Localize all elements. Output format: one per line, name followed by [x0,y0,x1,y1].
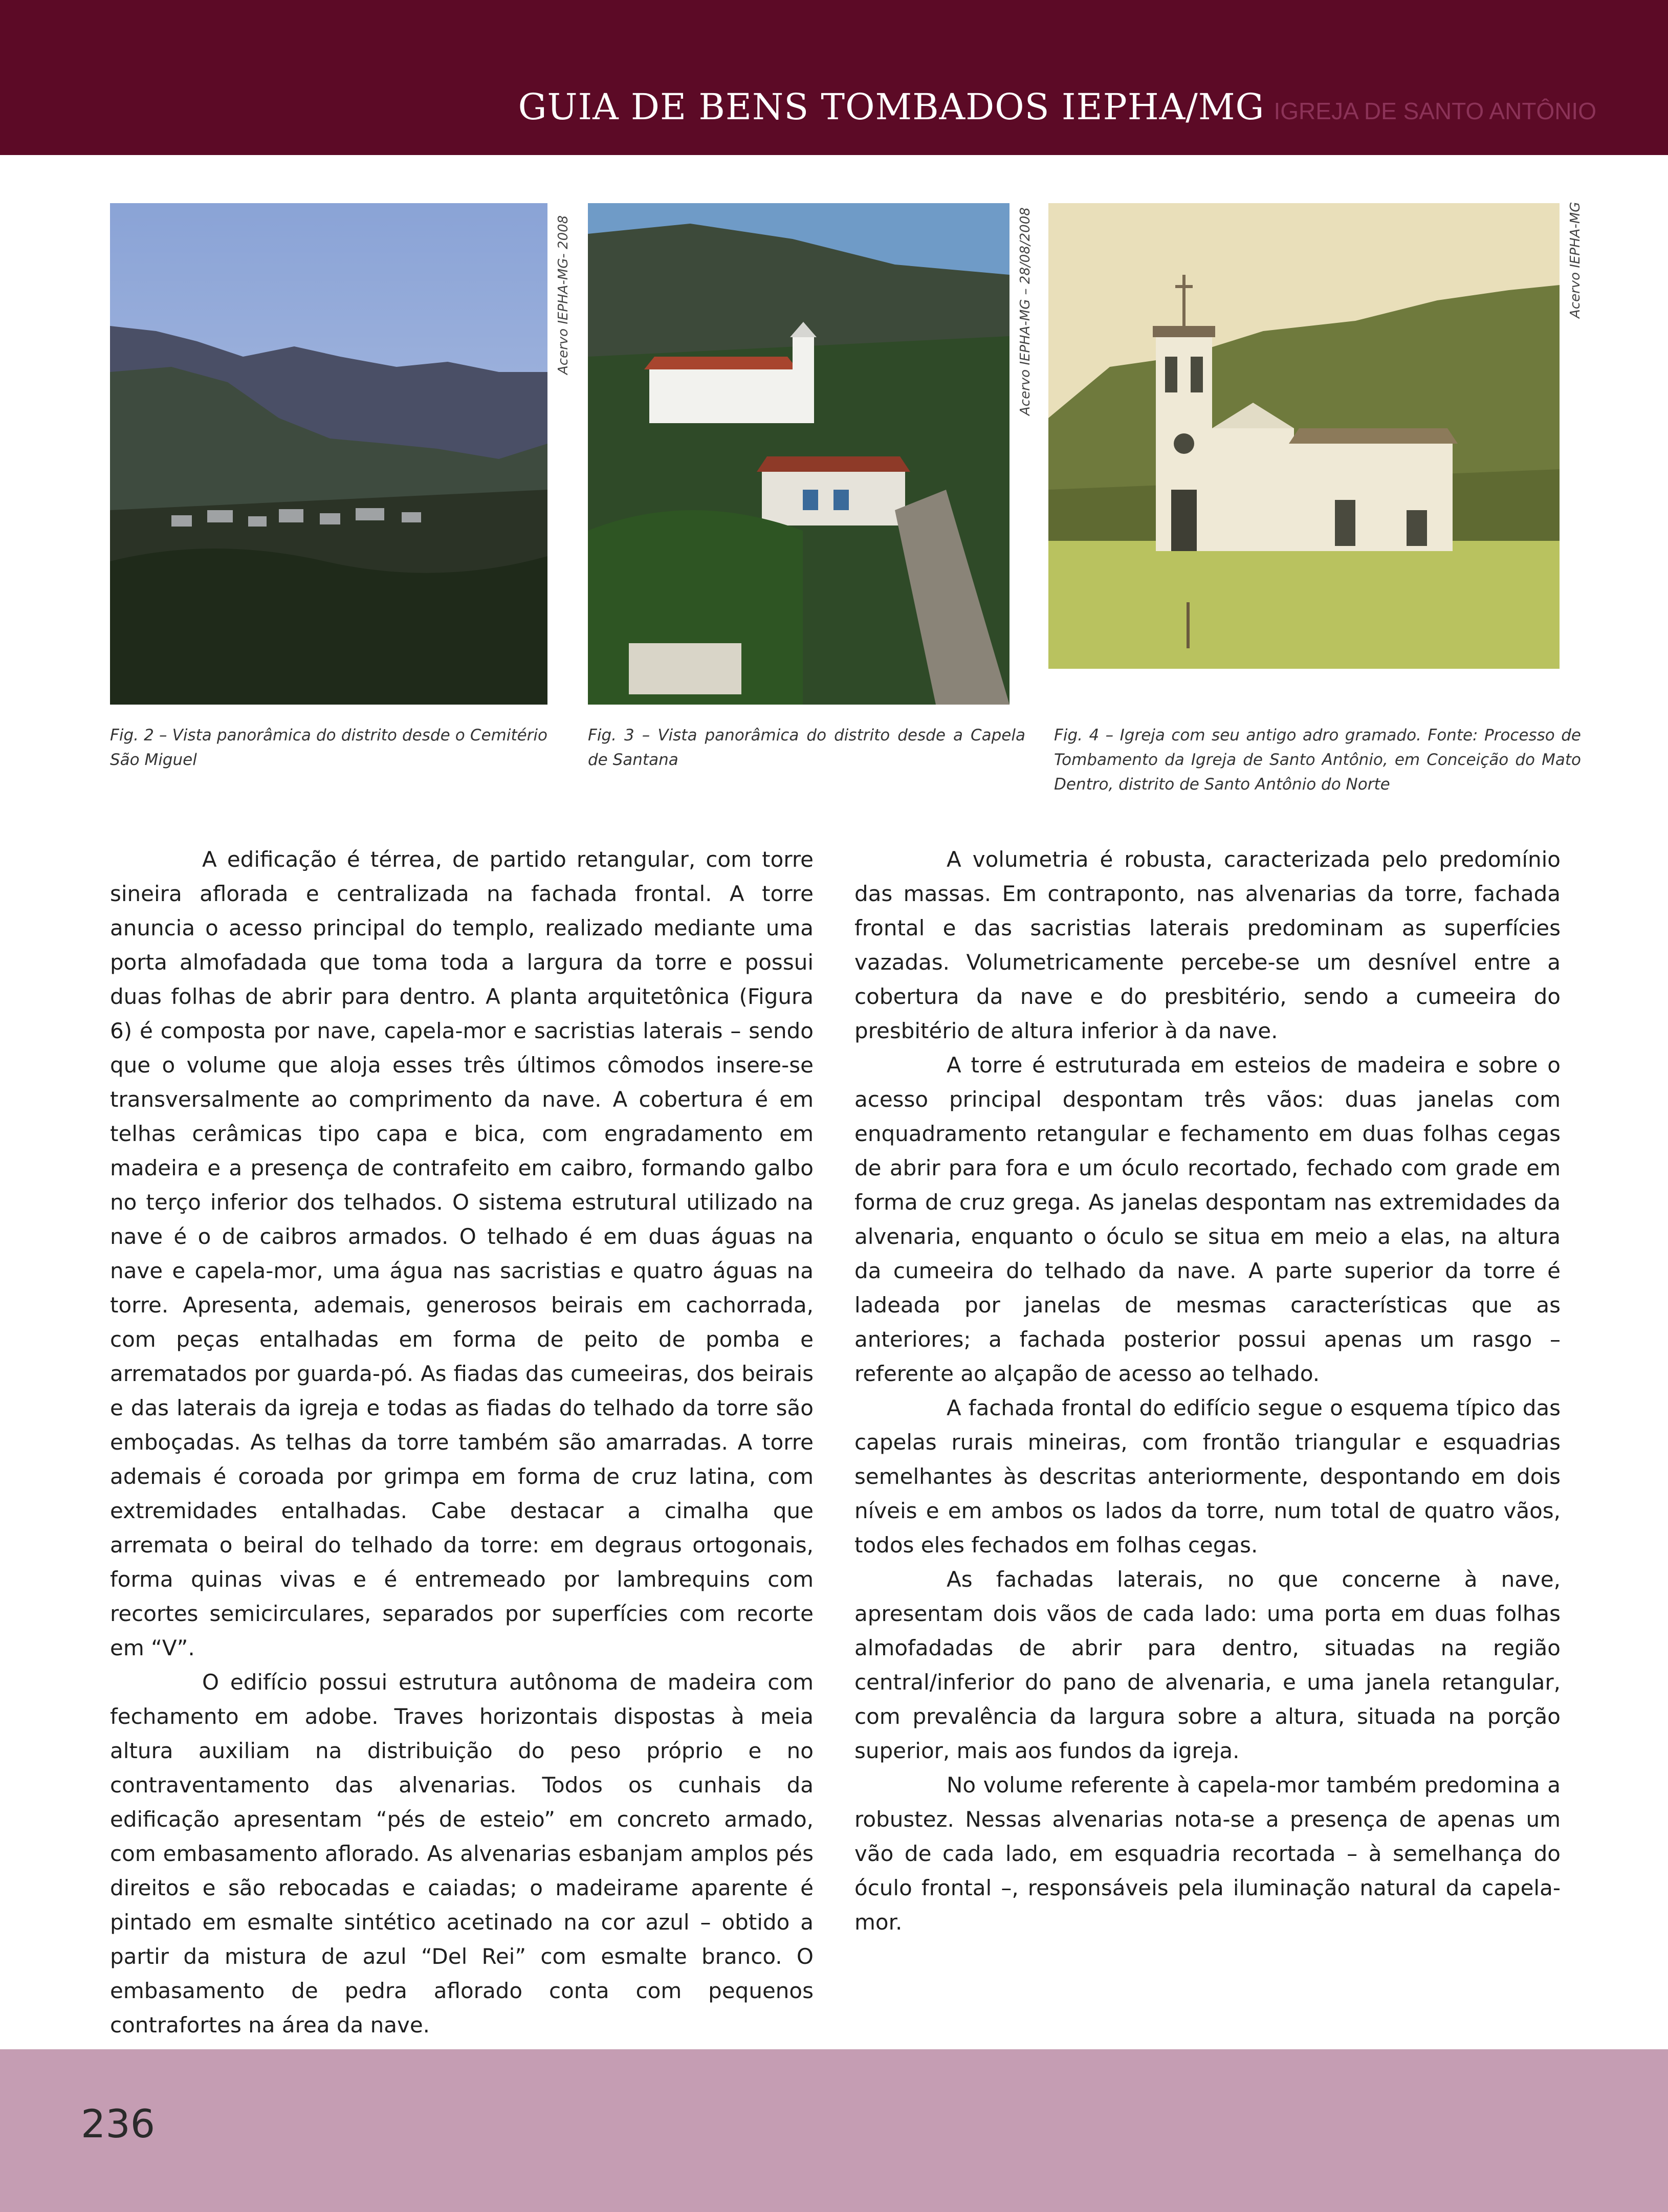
paragraph: A edificação é térrea, de partido retangular, com torre sineira aflorada e centralizada na fachada frontal. A torre anuncia o acesso principal do templo, realizado mediante uma porta almofadada que toma toda a largura da torre e possui duas folhas de abrir para dentro. A planta arquitetônica (Figura 6) é composta por nave, capela-mor e sacristias laterais – sendo que o volume que aloja esses três últimos cômodos insere-se transversalmente ao comprimento da nave. A cobertura é em telhas cerâmicas tipo capa e bica, com engradamento em madeira e a presença de contrafeito em caibro, formando galbo no terço inferior dos telhados. O sistema estrutural utilizado na nave é o de caibros armados. O telhado é em duas águas na nave e capela-mor, uma água nas sacristias e quatro águas na torre. Apresenta, ademais, generosos beirais em cachorrada, com peças entalhadas em forma de peito de pomba e arrematados por guarda-pó. As fiadas das cumeeiras, dos beirais e das laterais da igreja e todas as fiadas do telhado da torre são emboçadas. As telhas da torre também são amarradas. A torre ademais é coroada por grimpa em forma de cruz latina, com extremidades entalhadas. Cabe destacar a cimalha que arremata o beiral do telhado da torre: em degraus ortogonais, forma quinas vivas e é entremeado por lambrequins com recortes semicirculares, separados por superfícies com recorte em “V”. [110,847,814,1660]
paragraph: O edifício possui estrutura autônoma de madeira com fechamento em adobe. Traves horizontais dispostas à meia altura auxiliam na distribuição do peso próprio e no contraventamento das alvenarias. Todos os cunhais da edificação apresentam “pés de esteio” em concreto armado, com embasamento aflorado. As alvenarias esbanjam amplos pés direitos e são rebocadas e caiadas; o madeirame aparente é pintado em esmalte sintético acetinado na cor azul – obtido a partir da mistura de azul “Del Rei” com esmalte branco. O embasamento de pedra aflorado conta com pequenos contrafortes na área da nave. [110,1670,814,2038]
paragraph: No volume referente à capela-mor também predomina a robustez. Nessas alvenarias nota-se a presença de apenas um vão de cada lado, em esquadria recortada – à semelhança do óculo frontal –, responsáveis pela iluminação natural da capela-mor. [854,1772,1561,1935]
figure-3-credit: Acervo IEPHA-MG – 28/08/2008 [1018,207,1033,415]
paragraph: A fachada frontal do edifício segue o esquema típico das capelas rurais mineiras, com frontão triangular e esquadrias semelhantes às descritas anteriormente, despontando em dois níveis e em ambos os lados da torre, num total de quatro vãos, todos eles fechados em folhas cegas. [854,1395,1561,1558]
paragraph: A torre é estruturada em esteios de madeira e sobre o acesso principal despontam três vãos: duas janelas com enquadramento retangular e fechamento em duas folhas cegas de abrir para fora e um óculo recortado, fechado com grade em forma de cruz grega. As janelas despontam nas extremidades da alvenaria, enquanto o óculo se situa em meio a elas, na altura da cumeeira do telhado da nave. A parte superior da torre é ladeada por janelas de mesmas características que as anteriores; a fachada posterior possui apenas um rasgo – referente ao alçapão de acesso ao telhado. [854,1053,1561,1386]
paragraph: As fachadas laterais, no que concerne à nave, apresentam dois vãos de cada lado: uma porta em duas folhas almofadadas de abrir para dentro, situadas na região central/inferior do pano de alvenaria, e uma janela retangular, com prevalência da largura sobre a altura, situada na porção superior, mais aos fundos da igreja. [854,1567,1561,1763]
publication-title: GUIA DE BENS TOMBADOS IEPHA/MG [518,86,1265,128]
left-text-column [110,842,814,2042]
figure-2-credit: Acervo IEPHA-MG- 2008 [556,215,571,375]
figure-2-caption: Fig. 2 – Vista panorâmica do distrito desde o Cemitério São Miguel [110,726,547,769]
figure-4-caption: Fig. 4 – Igreja com seu antigo adro gramado. Fonte: Processo de Tombamento da Igreja de Santo Antônio, em Conceição do Mato Dentro, distrito de Santo Antônio do Norte [1054,726,1581,794]
page-header [0,0,1668,155]
page-number: 236 [81,2101,156,2147]
page-footer [0,2049,1668,2212]
figure-4-photo [1048,203,1560,669]
section-title: IGREJA DE SANTO ANTÔNIO [1274,98,1596,124]
figure-3-photo [588,203,1009,705]
figure-4-credit: Acervo IEPHA-MG [1568,202,1583,318]
figure-3-caption: Fig. 3 – Vista panorâmica do distrito desde a Capela de Santana [588,726,1025,769]
header-line [518,86,1596,128]
figure-2-photo [110,203,547,705]
paragraph: A volumetria é robusta, caracterizada pelo predomínio das massas. Em contraponto, nas alvenarias da torre, fachada frontal e das sacristias laterais predominam as superfícies vazadas. Volumetricamente percebe-se um desnível entre a cobertura da nave e do presbitério, sendo a cumeeira do presbitério de altura inferior à da nave. [854,847,1561,1043]
right-text-column [854,842,1561,1939]
